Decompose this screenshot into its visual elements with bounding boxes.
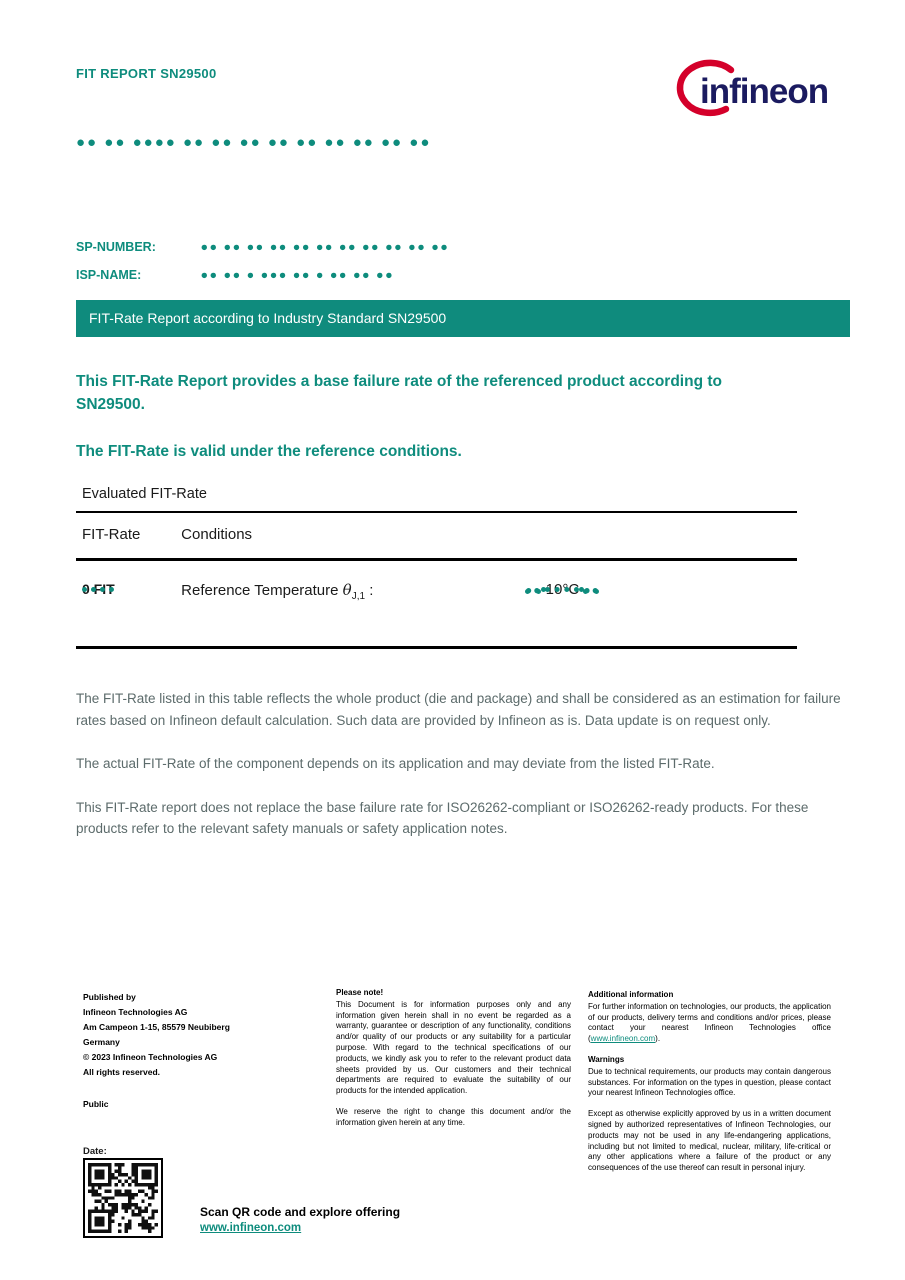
infineon-logo-text: infineon bbox=[700, 72, 829, 111]
table-caption: Evaluated FIT-Rate bbox=[82, 486, 207, 502]
infineon-logo-svg bbox=[668, 58, 838, 122]
additional-info-paragraph bbox=[588, 1002, 831, 1045]
additional-info-heading: Additional information bbox=[588, 990, 674, 999]
body-paragraph-2: The actual FIT-Rate of the component depends on its application and may deviate from the listed FIT-Rate. bbox=[76, 756, 715, 771]
additional-info-text-end: ). bbox=[655, 1034, 661, 1044]
theta-subscript: J,1 bbox=[351, 591, 366, 602]
infineon-website-link-footer[interactable]: www.infineon.com bbox=[590, 1034, 656, 1044]
report-banner: FIT-Rate Report according to Industry Standard SN29500 bbox=[76, 300, 850, 337]
condition-text: Reference Temperature bbox=[181, 582, 339, 599]
rights-line: All rights reserved. bbox=[83, 1067, 161, 1077]
isp-name-value-redacted: ●● ●● ● ●●● ●● ● ●● ●● ●● bbox=[200, 268, 395, 282]
publisher-address: Am Campeon 1-15, 85579 Neubiberg bbox=[83, 1022, 230, 1032]
note-paragraph-1: This Document is for information purposes only and any information given herein shall in no event be regarded as a warranty, guarantee or description of any functionality, conditions and/or quality of our products or any suitability for a particular purpose. With regard to the technical specifications of our products, we kindly ask you to refer to the relevant product data sheets provided by us. Our customers and their technical departments are required to evaluate the suitability of our products for the intended application. bbox=[336, 999, 571, 1096]
date-label: Date: bbox=[83, 1146, 107, 1157]
condition-value-redacted bbox=[525, 581, 600, 598]
sp-number-row bbox=[76, 240, 449, 254]
qr-code-svg bbox=[88, 1163, 158, 1233]
qr-code bbox=[83, 1158, 163, 1238]
column-header-conditions: Conditions bbox=[181, 526, 253, 543]
footer-additional-column bbox=[588, 990, 831, 1184]
intro-heading-2: The FIT-Rate is valid under the reference conditions. bbox=[76, 443, 462, 460]
condition-colon: : bbox=[369, 582, 374, 599]
warnings-paragraph-1: Due to technical requirements, our products may contain dangerous substances. For information on the types in question, please contact your nearest Infineon Technologies office. bbox=[588, 1066, 831, 1098]
warnings-heading: Warnings bbox=[588, 1054, 625, 1064]
body-paragraph-1: The FIT-Rate listed in this table reflects the whole product (die and package) and shall be considered as an estimation for failure rates based on Infineon default calculation. Such data are provided by Infineon as is. Data update is on request only. bbox=[76, 691, 841, 728]
fit-rate-value-redacted: 0 FIT bbox=[82, 581, 115, 597]
body-paragraph-3: This FIT-Rate report does not replace the base failure rate for ISO26262-compliant or ISO26262-ready products. For these products refer to the relevant safety manuals or safety application notes. bbox=[76, 799, 809, 836]
copyright-line: © 2023 Infineon Technologies AG bbox=[83, 1052, 218, 1062]
body-text bbox=[76, 688, 856, 862]
table-row bbox=[76, 561, 797, 649]
please-note-heading: Please note! bbox=[336, 988, 384, 997]
publisher-country: Germany bbox=[83, 1037, 120, 1047]
intro-heading-1: This FIT-Rate Report provides a base failure rate of the referenced product according to SN29500. bbox=[76, 373, 722, 413]
published-by-heading: Published by bbox=[83, 992, 136, 1002]
redacted-product-name: ●● ●● ●●●● ●● ●● ●● ●● ●● ●● ●● ●● ●● bbox=[76, 134, 432, 151]
sp-number-value-redacted: ●● ●● ●● ●● ●● ●● ●● ●● ●● ●● ●● bbox=[200, 240, 450, 254]
document-classification: Public bbox=[83, 1099, 109, 1109]
sp-number-label: SP-NUMBER: bbox=[76, 240, 156, 254]
note-paragraph-2: We reserve the right to change this document and/or the information given herein at any time. bbox=[336, 1106, 571, 1127]
isp-name-label: ISP-NAME: bbox=[76, 268, 142, 282]
table-header-row bbox=[76, 511, 797, 561]
isp-name-row bbox=[76, 268, 394, 282]
fit-rate-table bbox=[76, 486, 797, 649]
infineon-website-link[interactable]: www.infineon.com bbox=[200, 1222, 302, 1234]
fit-rate-cell bbox=[82, 581, 177, 598]
footer-note-column bbox=[336, 988, 571, 1139]
theta-symbol: θ bbox=[342, 581, 352, 599]
warnings-paragraph-2: Except as otherwise explicitly approved by us in a written document signed by authorized representatives of Infineon Technologies, our products may not be used in any life-endangering applications, including but not limited to medical, nuclear, military, life-critical or any other applications where a failure of the product or any consequences of the use thereof can result in personal injury. bbox=[588, 1109, 831, 1173]
redaction-dots-left: ●● bbox=[525, 583, 542, 597]
publisher-name: Infineon Technologies AG bbox=[83, 1007, 188, 1017]
conditions-cell bbox=[181, 581, 373, 602]
qr-scan-text: Scan QR code and explore offering bbox=[200, 1205, 401, 1219]
additional-info-text: For further information on technologies, our products, the application of our products, delivery terms and conditions and/or prices, please contact your nearest Infineon Technologies office ( bbox=[588, 1001, 831, 1044]
condition-value: 10°C bbox=[545, 581, 580, 598]
infineon-logo bbox=[668, 58, 838, 124]
column-header-fit-rate: FIT-Rate bbox=[82, 526, 141, 543]
qr-link-wrap bbox=[200, 1222, 301, 1234]
redaction-dots-right: ●● bbox=[583, 583, 600, 597]
doc-title: FIT REPORT SN29500 bbox=[76, 66, 217, 81]
footer-published-column bbox=[83, 990, 298, 1112]
